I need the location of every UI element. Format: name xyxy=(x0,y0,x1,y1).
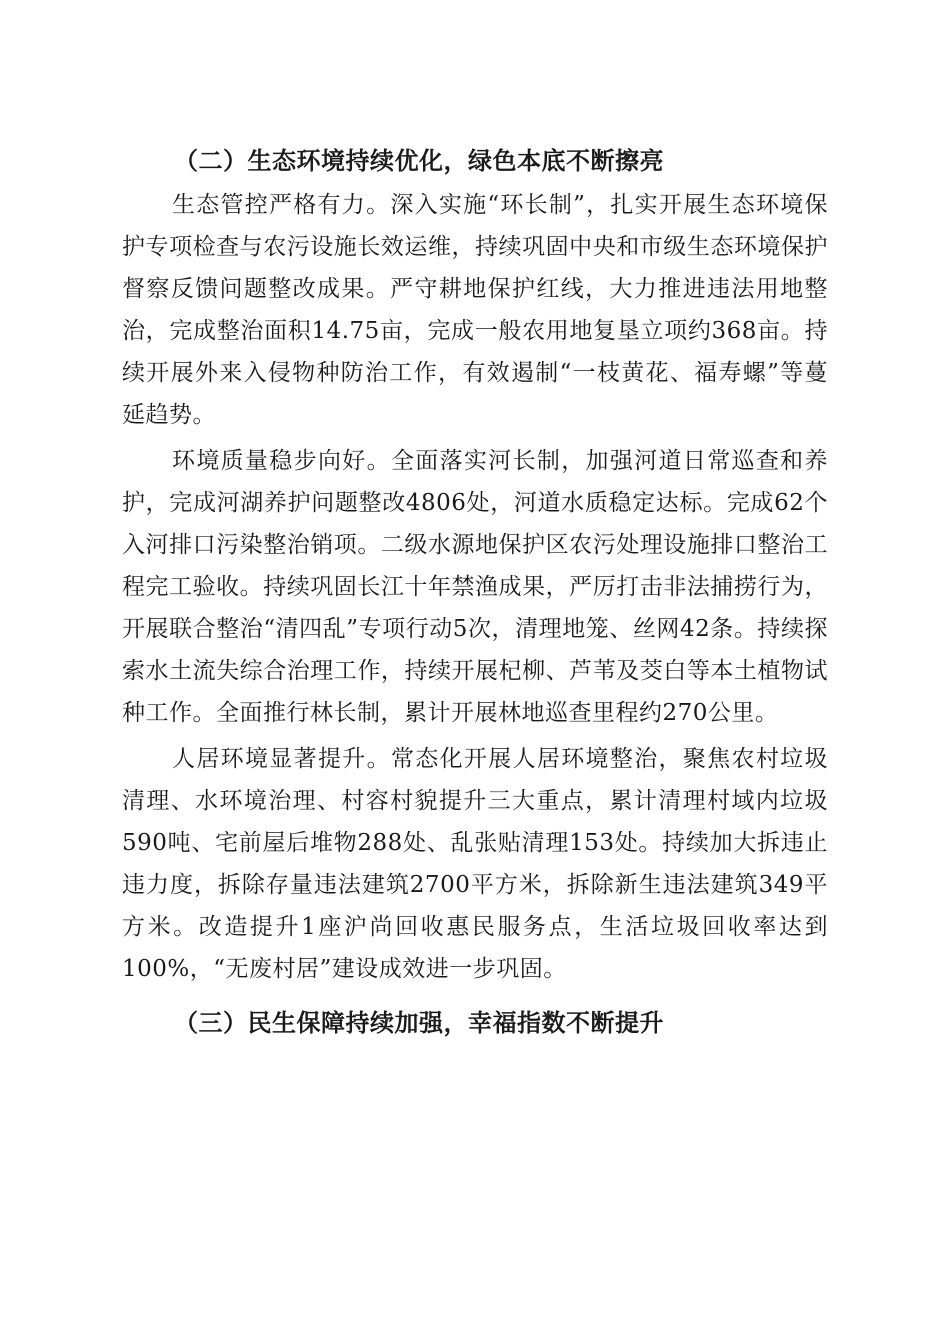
paragraph-ecology-control: 生态管控严格有力。深入实施“环长制”，扎实开展生态环境保护专项检查与农污设施长效运维，持续巩固中央和市级生态环境保护督察反馈问题整改成果。严守耕地保护红线，大力推进违法用地整治，完成整治面积14.75亩，完成一般农用地复垦立项约368亩。持续开展外来入侵物种防治工作，有效遏制“一枝黄花、福寿螺”等蔓延趋势。 xyxy=(122,192,828,428)
paragraph-environment-quality: 环境质量稳步向好。全面落实河长制，加强河道日常巡查和养护，完成河湖养护问题整改4806处，河道水质稳定达标。完成62个入河排口污染整治销项。二级水源地保护区农污处理设施排口整治工程完工验收。持续巩固长江十年禁渔成果，严厉打击非法捕捞行为，开展联合整治“清四乱”专项行动5次，清理地笼、丝网42条。持续探索水土流失综合治理工作，持续开展杞柳、芦苇及茭白等本土植物试种工作。全面推行林长制，累计开展林地巡查里程约270公里。 xyxy=(122,448,828,726)
document-page xyxy=(122,138,828,1046)
paragraph-living-environment: 人居环境显著提升。常态化开展人居环境整治，聚焦农村垃圾清理、水环境治理、村容村貌提升三大重点，累计清理村域内垃圾590吨、宅前屋后堆物288处、乱张贴清理153处。持续加大拆违止违力度，拆除存量违法建筑2700平方米，拆除新生违法建筑349平方米。改造提升1座沪尚回收惠民服务点，生活垃圾回收率达到100%，“无废村居”建设成效进一步巩固。 xyxy=(122,746,828,982)
section-three-heading: （三）民生保障持续加强，幸福指数不断提升 xyxy=(174,1008,664,1037)
section-two-heading: （二）生态环境持续优化，绿色本底不断擦亮 xyxy=(174,146,664,175)
